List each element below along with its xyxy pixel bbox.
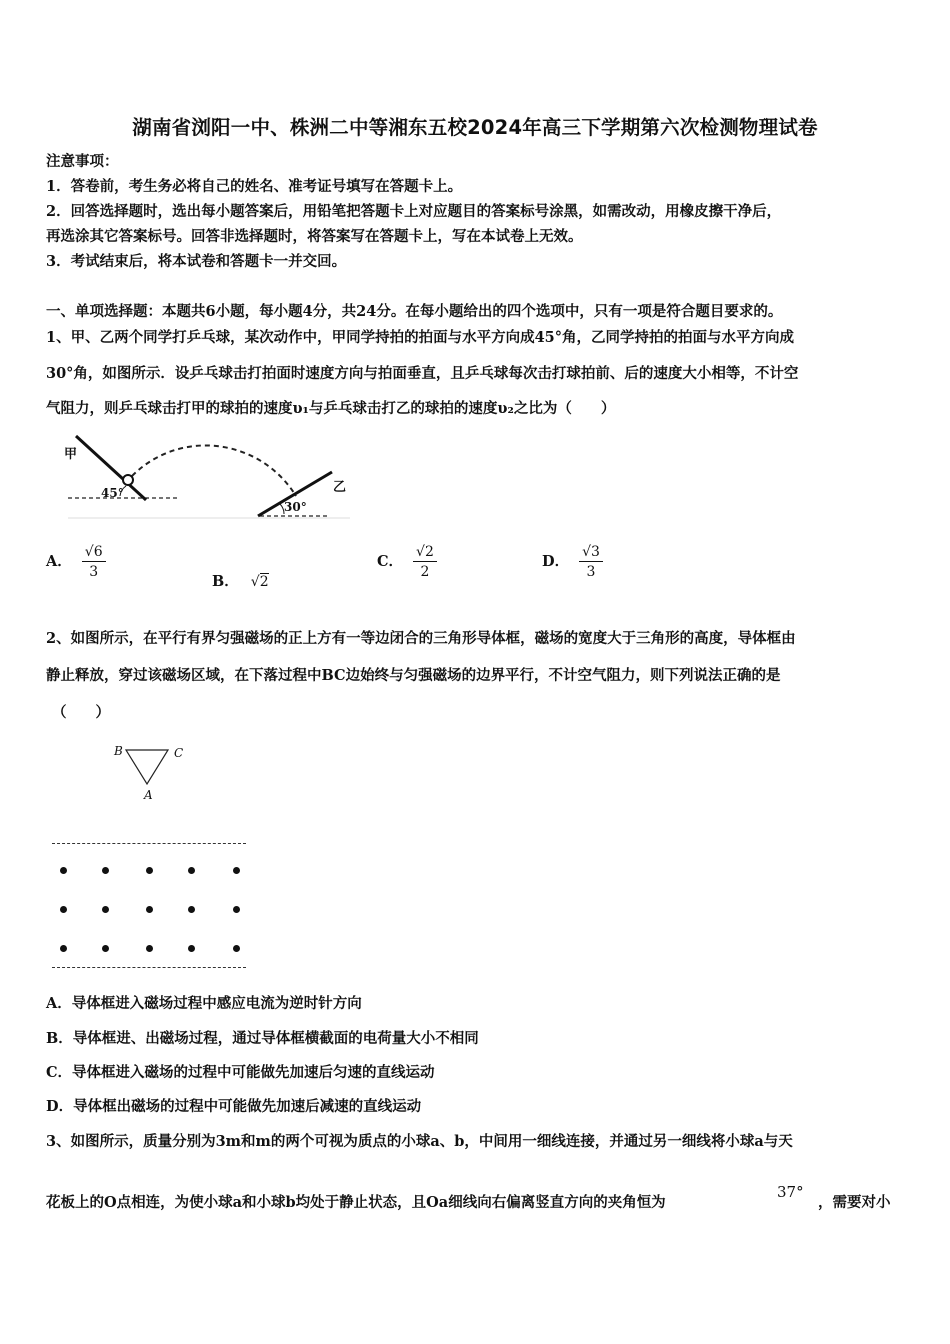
fraction: $\frac{√6}{3}$ [82,544,106,580]
vertex-label-b: B [114,744,123,758]
notice-item: 3．考试结束后，将本试卷和答题卡一并交回。 [46,253,347,270]
figure-angle-45: 45° [101,486,124,500]
field-dot [60,945,67,952]
field-dot [146,867,153,874]
q1-figure [60,428,360,524]
q2-stem-line: 静止释放，穿过该磁场区域，在下落过程中BC边始终与匀强磁场的边界平行，不计空气阻力，则下列说法正确的是 [46,667,781,684]
field-boundary-bottom [52,967,246,968]
field-boundary-top [52,843,246,844]
field-dot [102,945,109,952]
q1-option-d [542,544,603,580]
option-letter: D． [542,553,570,570]
q2-option-d: D．导体框出磁场的过程中可能做先加速后减速的直线运动 [46,1098,422,1115]
denominator: 2 [420,564,430,580]
field-dot [188,945,195,952]
q1-stem-line: 气阻力，则乒乓球击打甲的球拍的速度υ₁与乒乓球击打乙的球拍的速度υ₂之比为（ ） [46,400,616,417]
figure-label-jia: 甲 [64,447,78,462]
triangle-frame [120,744,180,788]
denominator: 3 [586,564,596,580]
vertex-label-a: A [144,788,153,802]
q1-stem-line: 30°角，如图所示．设乒乓球击打拍面时速度方向与拍面垂直，且乒乓球每次击打球拍前、后的速度大小相等，不计空 [46,365,799,382]
figure-label-yi: 乙 [333,480,347,495]
notice-heading: 注意事项： [46,153,119,170]
q1-option-b: B． √2 [212,573,269,590]
vertex-label-c: C [174,746,184,760]
radicand: 2 [259,574,269,590]
q3-stem-line: ，需要对小 [818,1194,891,1211]
q1-option-a [46,544,106,580]
denominator: 3 [89,564,99,580]
field-dot [102,867,109,874]
q3-stem-line: 花板上的O点相连，为使小球a和小球b均处于静止状态，且Oa细线向右偏离竖直方向的夹角恒为 [46,1194,666,1211]
field-dot [146,906,153,913]
q2-option-a: A．导体框进入磁场过程中感应电流为逆时针方向 [46,995,362,1012]
field-dot [60,906,67,913]
numerator: 3 [591,544,600,560]
fraction: $\frac{√2}{2}$ [413,544,437,580]
q1-option-c [377,544,437,580]
figure-angle-30: 30° [284,500,307,514]
field-dot [233,906,240,913]
notice-item: 2．回答选择题时，选出每小题答案后，用铅笔把答题卡上对应题目的答案标号涂黑，如需改动，用橡皮擦干净后， [46,203,782,220]
numerator: 2 [424,544,434,560]
q2-stem-line: （ ） [52,704,110,721]
q3-stem-line: 3、如图所示，质量分别为3m和m的两个可视为质点的小球a、b，中间用一细线连接，并通过另一细线将小球a与天 [46,1133,793,1150]
field-dot [188,906,195,913]
field-dot [146,945,153,952]
q2-stem-line: 2、如图所示，在平行有界匀强磁场的正上方有一等边闭合的三角形导体框，磁场的宽度大于三角形的高度，导体框由 [46,630,796,647]
fraction: $\frac{√3}{3}$ [579,544,603,580]
field-dot [188,867,195,874]
section-heading: 一、单项选择题：本题共6小题，每小题4分，共24分。在每小题给出的四个选项中，只有一项是符合题目要求的。 [46,303,783,320]
notice-item: 再选涂其它答案标号。回答非选择题时，将答案写在答题卡上，写在本试卷上无效。 [46,228,583,245]
option-letter: A． [46,553,72,570]
notice-item: 1．答卷前，考生务必将自己的姓名、准考证号填写在答题卡上。 [46,178,463,195]
page-title: 湖南省浏阳一中、株洲二中等湘东五校2024年高三下学期第六次检测物理试卷 [132,116,818,139]
q2-option-b: B．导体框进、出磁场过程，通过导体框横截面的电荷量大小不相同 [46,1030,479,1047]
angle-37: 37° [777,1183,804,1201]
option-letter: C． [377,553,404,570]
field-dot [60,867,67,874]
numerator: 6 [93,544,103,560]
option-letter: B． [212,573,239,590]
field-dot [102,906,109,913]
field-dot [233,867,240,874]
q2-option-c: C．导体框进入磁场的过程中可能做先加速后匀速的直线运动 [46,1064,435,1081]
q1-stem-line: 1、甲、乙两个同学打乒乓球，某次动作中，甲同学持拍的拍面与水平方向成45°角，乙同学持拍的拍面与水平方向成 [46,329,795,346]
field-dot [233,945,240,952]
